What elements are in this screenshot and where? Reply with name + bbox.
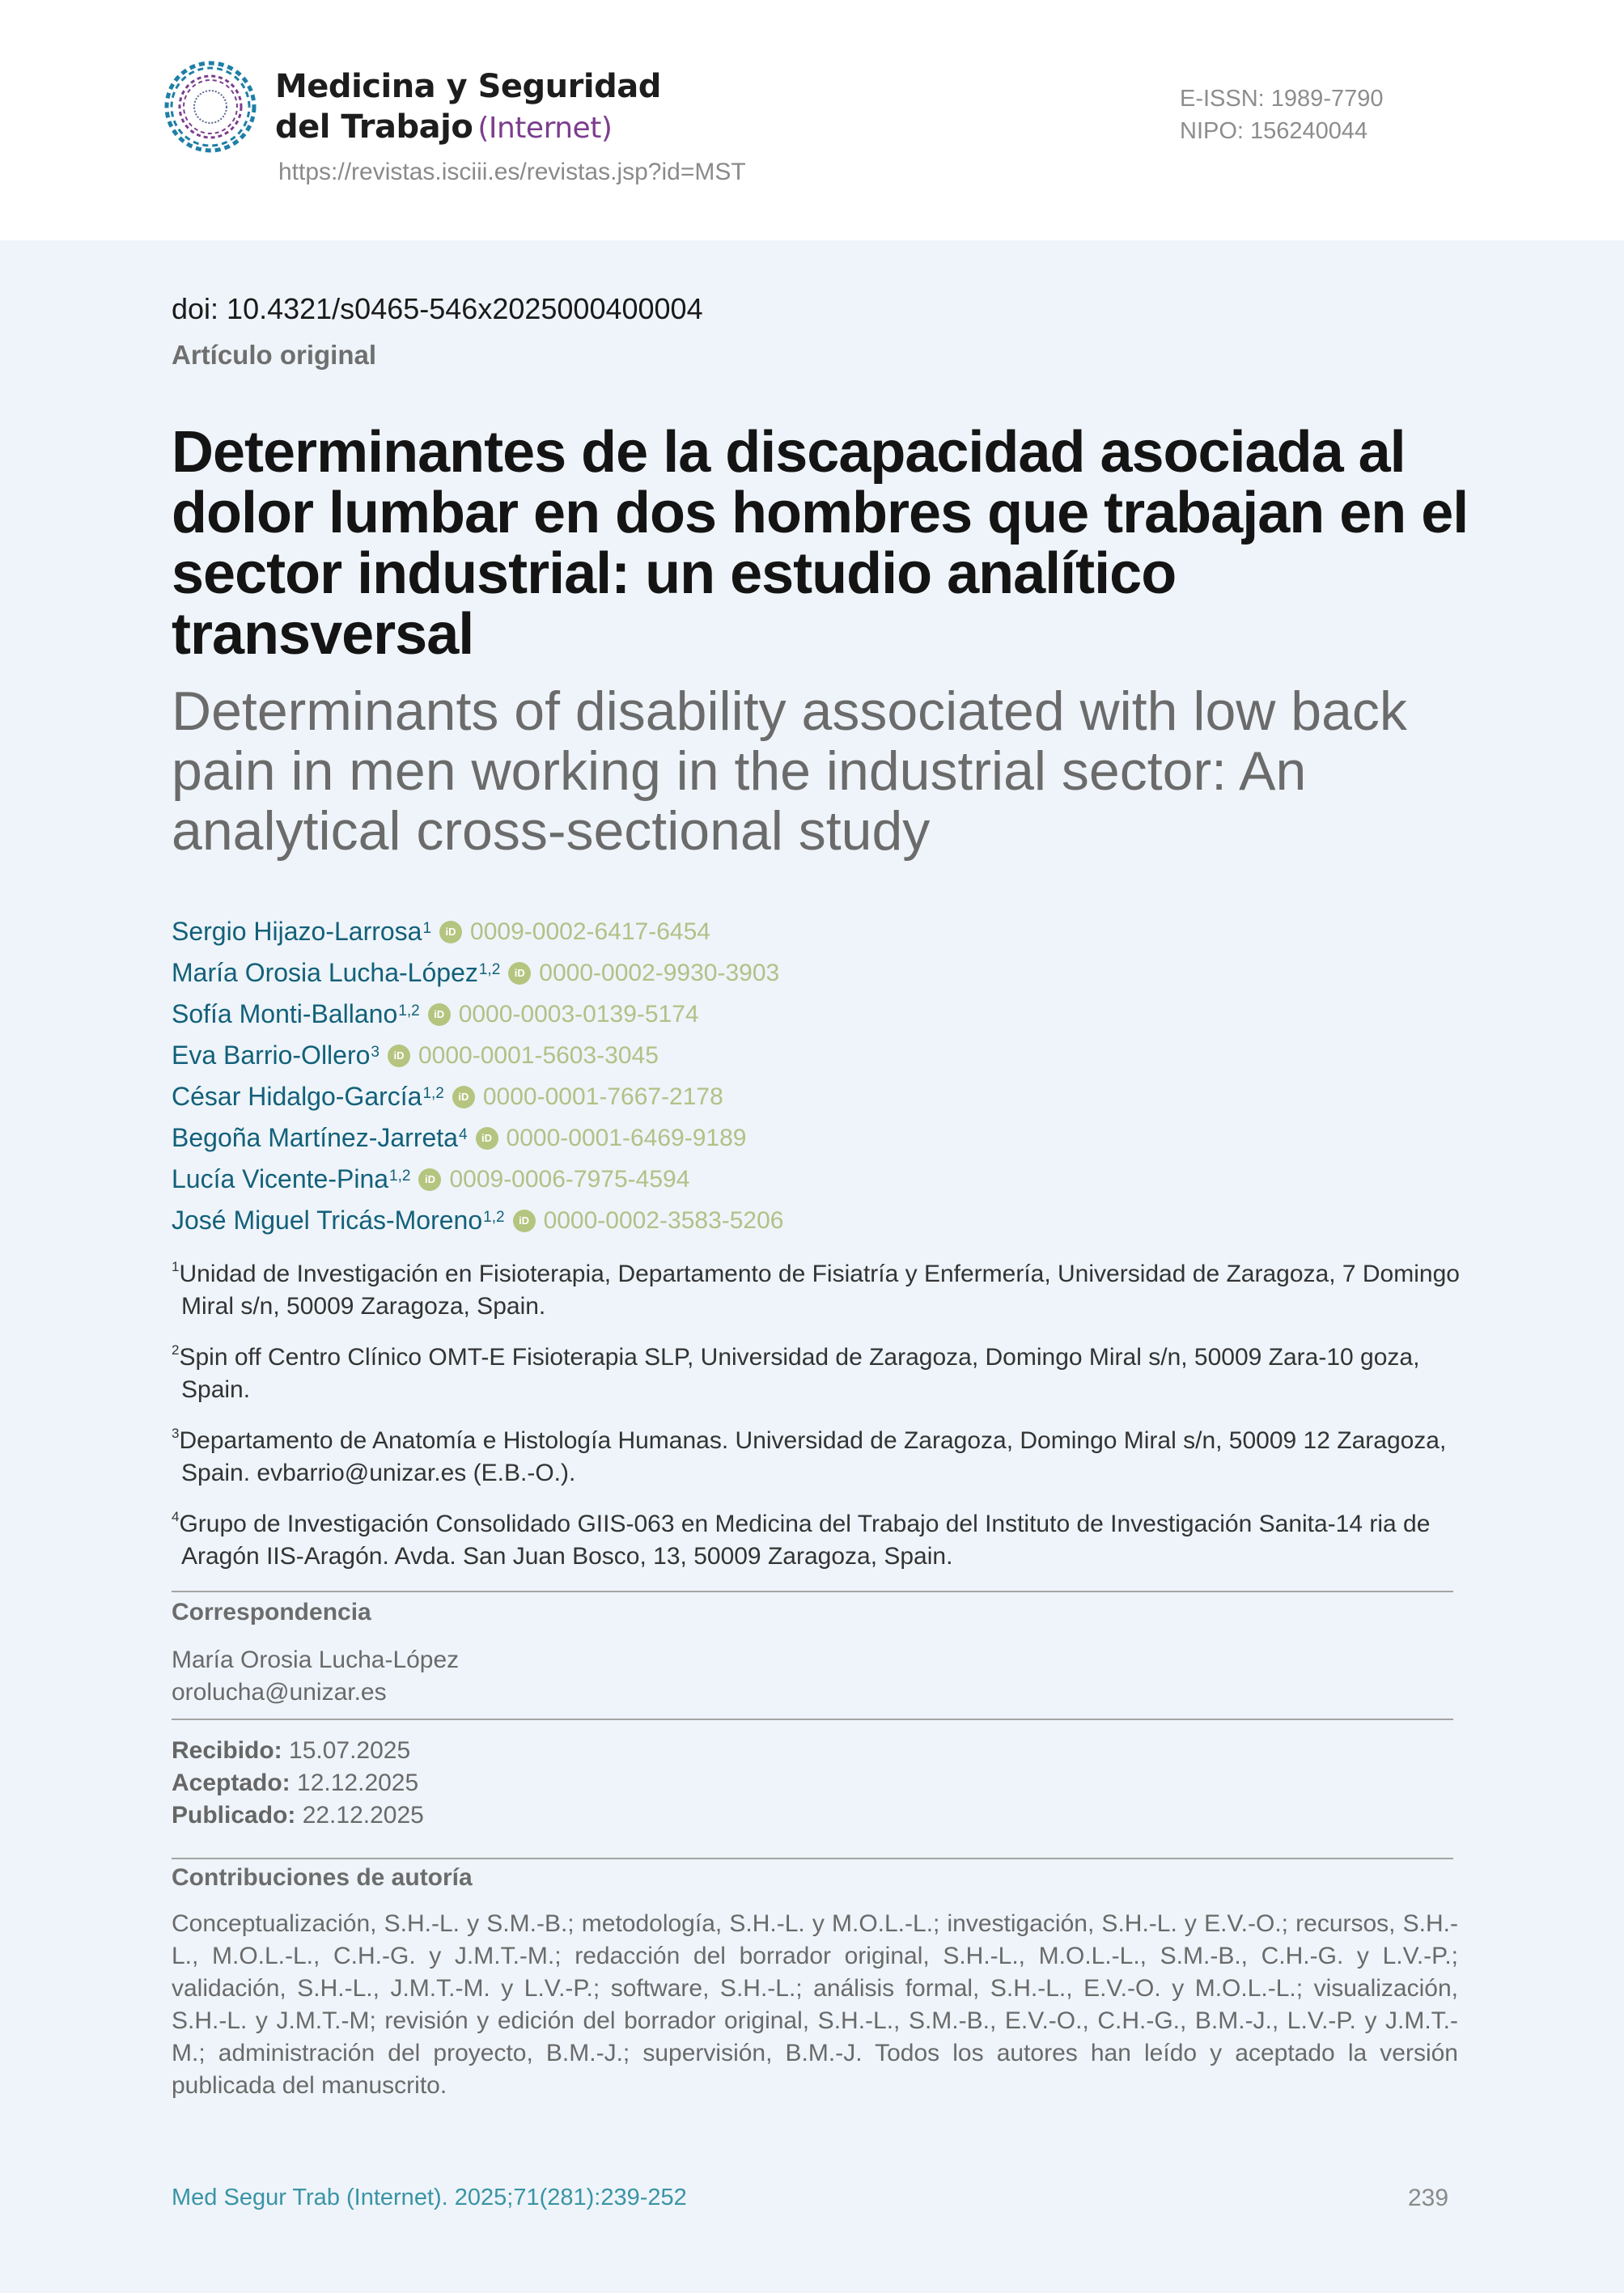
author-item bbox=[172, 911, 784, 952]
affiliation-number: 1 bbox=[172, 1259, 180, 1274]
orcid-link[interactable]: 0009-0006-7975-4594 bbox=[449, 1165, 690, 1193]
orcid-icon[interactable]: iD bbox=[513, 1210, 536, 1232]
author-affiliation-sup: 1,2 bbox=[422, 1084, 444, 1102]
affiliations-list bbox=[172, 1252, 1474, 1586]
doi-link[interactable]: doi: 10.4321/s0465-546x2025000400004 bbox=[172, 292, 703, 325]
orcid-icon[interactable]: iD bbox=[452, 1086, 475, 1108]
orcid-link[interactable]: 0000-0003-0139-5174 bbox=[458, 1000, 699, 1028]
affiliation-item bbox=[172, 1336, 1474, 1406]
author-affiliation-sup: 1 bbox=[422, 919, 432, 937]
orcid-link[interactable]: 0000-0001-5603-3045 bbox=[418, 1041, 659, 1069]
author-item bbox=[172, 1035, 784, 1076]
orcid-icon[interactable]: iD bbox=[428, 1003, 451, 1026]
author-item bbox=[172, 1076, 784, 1117]
date-received bbox=[172, 1735, 424, 1767]
title-spanish: Determinantes de la discapacidad asociada al dolor lumbar en dos hombres que trabajan en el sector industrial: un estudio analítico transversal bbox=[172, 420, 1469, 667]
received-value: 15.07.2025 bbox=[289, 1737, 411, 1764]
affiliation-number: 2 bbox=[172, 1342, 180, 1358]
author-item bbox=[172, 994, 784, 1035]
accepted-label: Aceptado: bbox=[172, 1770, 290, 1796]
author-item bbox=[172, 1200, 784, 1241]
footer-citation: Med Segur Trab (Internet). 2025;71(281):239-252 bbox=[172, 2185, 687, 2210]
journal-url-link[interactable]: https://revistas.isciii.es/revistas.jsp?id=MST bbox=[278, 159, 746, 185]
divider bbox=[172, 1591, 1453, 1592]
affiliation-text: Unidad de Investigación en Fisioterapia, Departamento de Fisiatría y Enfermería, Universidad de Zaragoza, 7 Domingo Miral s/n, 50009 Zaragoza, Spain. bbox=[179, 1261, 1460, 1320]
author-affiliation-sup: 1,2 bbox=[398, 1002, 420, 1019]
author-name[interactable]: Sofía Monti-Ballano bbox=[172, 999, 398, 1028]
issn-block bbox=[1180, 83, 1383, 147]
journal-name-line2: del Trabajo bbox=[275, 108, 473, 146]
title-english: Determinants of disability associated with low back pain in men working in the industrial sector: An analytical cross-sectional study bbox=[172, 680, 1407, 862]
author-name[interactable]: Eva Barrio-Ollero bbox=[172, 1041, 371, 1070]
correspondence-heading: Correspondencia bbox=[172, 1599, 371, 1625]
correspondence-email-link[interactable]: orolucha@unizar.es bbox=[172, 1679, 387, 1706]
orcid-link[interactable]: 0000-0002-9930-3903 bbox=[539, 959, 780, 986]
author-affiliation-sup: 1,2 bbox=[483, 1208, 505, 1226]
orcid-icon[interactable]: iD bbox=[476, 1127, 498, 1150]
orcid-link[interactable]: 0000-0001-7667-2178 bbox=[482, 1083, 723, 1110]
author-name[interactable]: Sergio Hijazo-Larrosa bbox=[172, 917, 422, 946]
article-type: Artículo original bbox=[172, 340, 377, 370]
orcid-icon[interactable]: iD bbox=[418, 1168, 441, 1191]
author-name[interactable]: César Hidalgo-García bbox=[172, 1082, 422, 1111]
author-affiliation-sup: 4 bbox=[458, 1125, 468, 1143]
divider bbox=[172, 1719, 1453, 1720]
contributions-text: Conceptualización, S.H.-L. y S.M.-B.; metodología, S.H.-L. y M.O.L.-L.; investigación, S.H.-L. y E.V.-O.; recursos, S.H.-L., M.O.L.-L., C.H.-G. y J.M.T.-M.; redacción del borrador original, S.H.-L., M.O.L.-L., S.M.-B., C.H.-G. y L.V.-P.; validación, S.H.-L., J.M.T.-M. y L.V.-P.; software, S.H.-L.; análisis formal, S.H.-L., E.V.-O. y M.O.L.-L.; visualización, S.H.-L. y J.M.T.-M; revisión y edición del borrador original, S.H.-L., S.M.-B., E.V.-O., C.H.-G., B.M.-J., L.V.-P. y J.M.T.-M.; administración del proyecto, B.M.-J.; supervisión, B.M.-J. Todos los autores han leído y aceptado la versión publicada del manuscrito. bbox=[172, 1910, 1458, 2099]
author-name[interactable]: Lucía Vicente-Pina bbox=[172, 1164, 389, 1193]
author-list bbox=[172, 911, 784, 1241]
orcid-icon[interactable]: iD bbox=[439, 921, 462, 943]
affiliation-item bbox=[172, 1503, 1474, 1573]
journal-header bbox=[0, 0, 1624, 240]
affiliation-number: 4 bbox=[172, 1509, 180, 1524]
affiliation-number: 3 bbox=[172, 1426, 180, 1441]
nipo: NIPO: 156240044 bbox=[1180, 118, 1368, 144]
affiliation-text: Grupo de Investigación Consolidado GIIS-063 en Medicina del Trabajo del Instituto de Investigación Sanita-14 ria de Aragón IIS-Aragón. Avda. San Juan Bosco, 13, 50009 Zaragoza, Spain. bbox=[179, 1511, 1431, 1570]
author-affiliation-sup: 3 bbox=[371, 1043, 379, 1061]
journal-logo-gear-icon bbox=[159, 55, 262, 159]
affiliation-item bbox=[172, 1252, 1474, 1323]
orcid-link[interactable]: 0009-0002-6417-6454 bbox=[470, 918, 710, 945]
author-name[interactable]: Begoña Martínez-Jarreta bbox=[172, 1123, 458, 1152]
orcid-icon[interactable]: iD bbox=[388, 1045, 410, 1067]
author-name[interactable]: María Orosia Lucha-López bbox=[172, 958, 478, 987]
accepted-value: 12.12.2025 bbox=[297, 1770, 419, 1796]
received-label: Recibido: bbox=[172, 1737, 282, 1764]
journal-brand bbox=[275, 66, 661, 149]
page-number: 239 bbox=[1408, 2185, 1449, 2211]
author-affiliation-sup: 1,2 bbox=[389, 1167, 411, 1185]
orcid-icon[interactable]: iD bbox=[508, 962, 531, 985]
author-item bbox=[172, 1159, 784, 1200]
article-dates bbox=[172, 1735, 424, 1832]
published-label: Publicado: bbox=[172, 1802, 296, 1829]
author-item bbox=[172, 1117, 784, 1159]
author-item bbox=[172, 952, 784, 994]
eissn: E-ISSN: 1989-7790 bbox=[1180, 86, 1384, 112]
divider bbox=[172, 1858, 1453, 1859]
affiliation-text: Spin off Centro Clínico OMT-E Fisioterapia SLP, Universidad de Zaragoza, Domingo Miral s/n, 50009 Zara-10 goza, Spain. bbox=[179, 1344, 1420, 1403]
contributions-heading: Contribuciones de autoría bbox=[172, 1864, 473, 1891]
published-value: 22.12.2025 bbox=[302, 1802, 424, 1829]
affiliation-text: Departamento de Anatomía e Histología Humanas. Universidad de Zaragoza, Domingo Miral s/n, 50009 12 Zaragoza, Spain. evbarrio@unizar.es (E.B.-O.). bbox=[179, 1427, 1447, 1486]
journal-name-suffix: (Internet) bbox=[477, 112, 613, 145]
affiliation-item bbox=[172, 1419, 1474, 1490]
orcid-link[interactable]: 0000-0002-3583-5206 bbox=[543, 1206, 784, 1234]
date-published bbox=[172, 1799, 424, 1832]
correspondence-name: María Orosia Lucha-López bbox=[172, 1647, 460, 1673]
date-accepted bbox=[172, 1767, 424, 1799]
author-name[interactable]: José Miguel Tricás-Moreno bbox=[172, 1206, 483, 1235]
journal-name-line1: Medicina y Seguridad bbox=[275, 68, 661, 105]
orcid-link[interactable]: 0000-0001-6469-9189 bbox=[506, 1124, 747, 1151]
author-affiliation-sup: 1,2 bbox=[478, 960, 501, 978]
